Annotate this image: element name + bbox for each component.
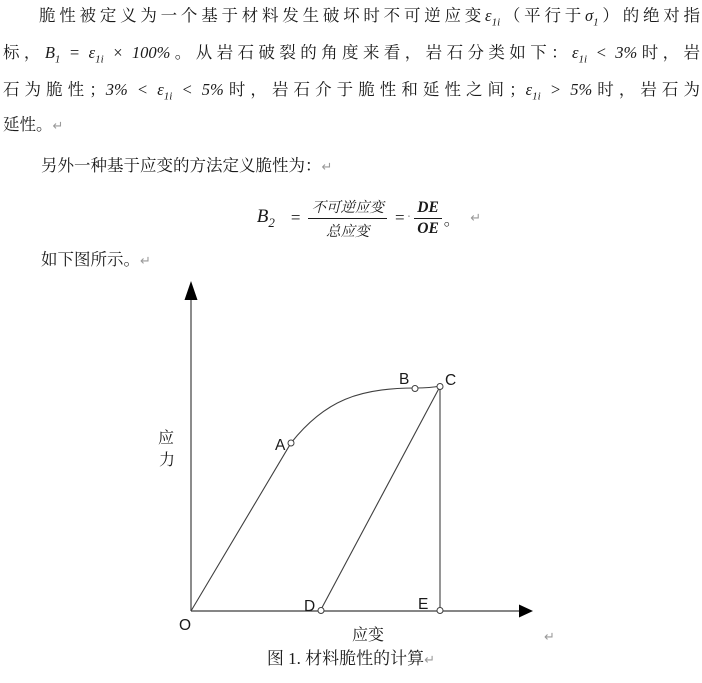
paragraph-mark: ↵ bbox=[140, 254, 151, 269]
fraction-denominator: 总应变 bbox=[325, 223, 370, 240]
math-symbol: σ bbox=[585, 6, 594, 25]
paragraph-brittleness-line2 bbox=[3, 41, 700, 71]
math-subscript: 1i bbox=[532, 90, 541, 103]
figure-stress-strain bbox=[0, 275, 702, 646]
paragraph-brittleness-line4 bbox=[3, 113, 700, 139]
point-label-a: A bbox=[275, 437, 286, 454]
paragraph-brittleness-line1 bbox=[3, 4, 700, 34]
math-symbol: B bbox=[256, 205, 269, 227]
y-axis-arrow-icon bbox=[185, 281, 198, 300]
text-run: 时，岩 bbox=[637, 43, 701, 62]
math-run-3-5pct bbox=[105, 80, 224, 103]
text-run: 时，岩石介于脆性和延性之间； bbox=[223, 80, 526, 99]
equals-sign: = bbox=[290, 208, 301, 227]
x-axis-label-strain: 应变 bbox=[352, 627, 385, 644]
fraction-numerator: 不可逆应变 bbox=[308, 196, 387, 219]
unloading-line-d-c bbox=[321, 387, 440, 610]
y-axis-label-stress-char1: 应 bbox=[158, 430, 175, 447]
math-subscript: 1 bbox=[593, 16, 599, 29]
point-marker-d bbox=[318, 608, 324, 614]
point-label-o: O bbox=[179, 617, 192, 634]
math-symbol: ε bbox=[572, 43, 579, 62]
math-subscript: 1i bbox=[578, 53, 588, 66]
math-subscript: 1 bbox=[54, 53, 61, 66]
formula-b2 bbox=[0, 192, 702, 244]
math-subscript: 2 bbox=[268, 214, 275, 230]
math-run-eps-lt3 bbox=[572, 43, 638, 66]
point-label-b: B bbox=[399, 371, 410, 388]
stress-strain-curve bbox=[191, 386, 440, 611]
math-symbol: ε bbox=[525, 80, 533, 99]
figure-caption bbox=[0, 647, 702, 673]
text-run: 。从岩石破裂的角度来看，岩石分类如下： bbox=[170, 43, 573, 62]
period: 。 bbox=[443, 210, 461, 229]
math-subscript: 1i bbox=[163, 90, 173, 103]
text-run: 如下图所示。 bbox=[41, 250, 140, 269]
point-label-c: C bbox=[445, 372, 457, 389]
paragraph-brittleness-line3 bbox=[3, 78, 700, 108]
formula-lhs bbox=[257, 206, 275, 231]
paragraph-see-figure bbox=[3, 248, 700, 274]
text-run: 另外一种基于应变的方法定义脆性为： bbox=[41, 156, 322, 175]
point-label-e: E bbox=[418, 596, 429, 613]
math-operator: = bbox=[60, 43, 89, 62]
text-run: 石为脆性； bbox=[3, 80, 106, 99]
text-run: 时，岩石为 bbox=[592, 80, 700, 99]
math-symbol: ε bbox=[157, 80, 164, 99]
point-marker-a bbox=[288, 440, 294, 446]
equals-sign: = bbox=[394, 208, 405, 227]
space-dot-mark: · bbox=[406, 210, 412, 225]
fraction-denominator: OE bbox=[417, 219, 439, 237]
math-run-eps-gt5 bbox=[525, 80, 593, 103]
caption-text: 图 1. 材料脆性的计算 bbox=[266, 649, 425, 668]
text-run: 标， bbox=[3, 43, 45, 62]
math-symbol: ε bbox=[88, 43, 96, 62]
x-axis-arrow-icon bbox=[519, 605, 533, 618]
point-marker-b bbox=[412, 386, 418, 392]
math-expression: > 5% bbox=[540, 80, 593, 99]
text-run: 延性。 bbox=[3, 115, 53, 134]
point-marker-c bbox=[437, 384, 443, 390]
paragraph-mark: ↵ bbox=[424, 653, 436, 668]
math-subscript: 1i bbox=[95, 53, 104, 66]
math-run-epsilon1i bbox=[485, 6, 501, 29]
point-marker-e bbox=[437, 608, 443, 614]
math-symbol: B bbox=[44, 43, 55, 62]
text-run: ）的绝对指 bbox=[598, 6, 701, 25]
paragraph-second-method bbox=[3, 154, 700, 180]
fraction-irreversible-strain bbox=[308, 196, 387, 241]
fraction-numerator: DE bbox=[414, 199, 442, 219]
paragraph-mark: ↵ bbox=[470, 210, 482, 226]
fraction-de-oe bbox=[414, 199, 442, 238]
point-label-d: D bbox=[304, 598, 316, 615]
paragraph-mark: ↵ bbox=[52, 119, 64, 134]
paragraph-mark: ↵ bbox=[544, 630, 555, 645]
math-expression: × 100% bbox=[103, 43, 171, 62]
paragraph-mark: ↵ bbox=[321, 160, 333, 175]
y-axis-label-stress-char2: 力 bbox=[159, 452, 176, 469]
text-run: 脆性被定义为一个基于材料发生破坏时不可逆应变 bbox=[39, 6, 486, 25]
math-expression: < 5% bbox=[172, 80, 224, 99]
stress-strain-svg bbox=[0, 275, 702, 646]
math-expression: 3% < bbox=[105, 80, 158, 99]
math-symbol: ε bbox=[485, 6, 492, 25]
math-subscript: 1i bbox=[491, 16, 501, 29]
math-expression: < 3% bbox=[587, 43, 638, 62]
math-run-sigma1 bbox=[585, 6, 599, 29]
math-run-b1 bbox=[44, 43, 171, 66]
text-run: （平行于 bbox=[500, 6, 585, 25]
